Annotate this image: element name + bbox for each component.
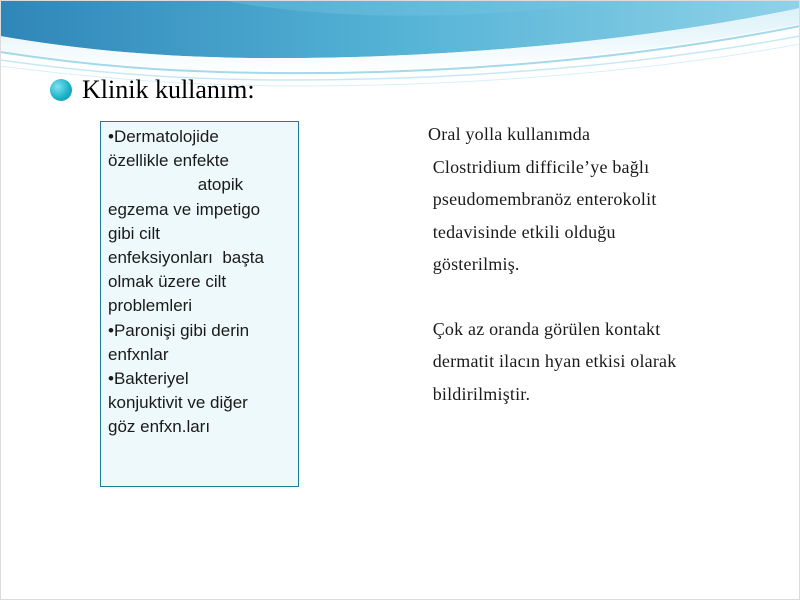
box-line: göz enfxn.ları [108,417,211,437]
box-line: •Paronişi gibi derin [108,320,250,340]
box-line: konjuktivit ve diğer [108,393,248,413]
heading [50,74,255,106]
box-line: •Dermatolojide [108,127,219,146]
box-line: atopik [108,175,244,195]
box-line: enfxnlar [108,344,169,364]
text-line: bildirilmiştir. [428,383,531,404]
text-line: Oral yolla kullanımda [428,124,591,144]
text-line: dermatit ilacın hyan etkisi olarak [428,351,677,371]
box-line: gibi cilt [108,223,160,243]
box-line: olmak üzere cilt [108,272,227,292]
text-line: gösterilmiş. [428,254,520,274]
box-line: egzema ve impetigo [108,199,261,219]
box-line: •Bakteriyel [108,369,189,389]
slide-title: Klinik kullanım: [82,75,255,104]
indications-textbox [100,121,299,487]
box-line: enfeksiyonları başta [108,248,264,268]
paragraph-spacer [428,281,788,313]
paragraph-oral-use [428,118,788,281]
text-line: pseudomembranöz enterokolit [428,189,657,209]
text-line: Çok az oranda görülen kontakt [428,318,661,339]
description-text [428,118,788,410]
box-line: problemleri [108,296,193,316]
bullet-icon [50,79,72,101]
text-line: tedavisinde etkili olduğu [428,221,616,242]
box-line: özellikle enfekte [108,151,229,171]
paragraph-side-effect [428,313,788,411]
text-line: Clostridium difficile’ye bağlı [428,156,650,177]
